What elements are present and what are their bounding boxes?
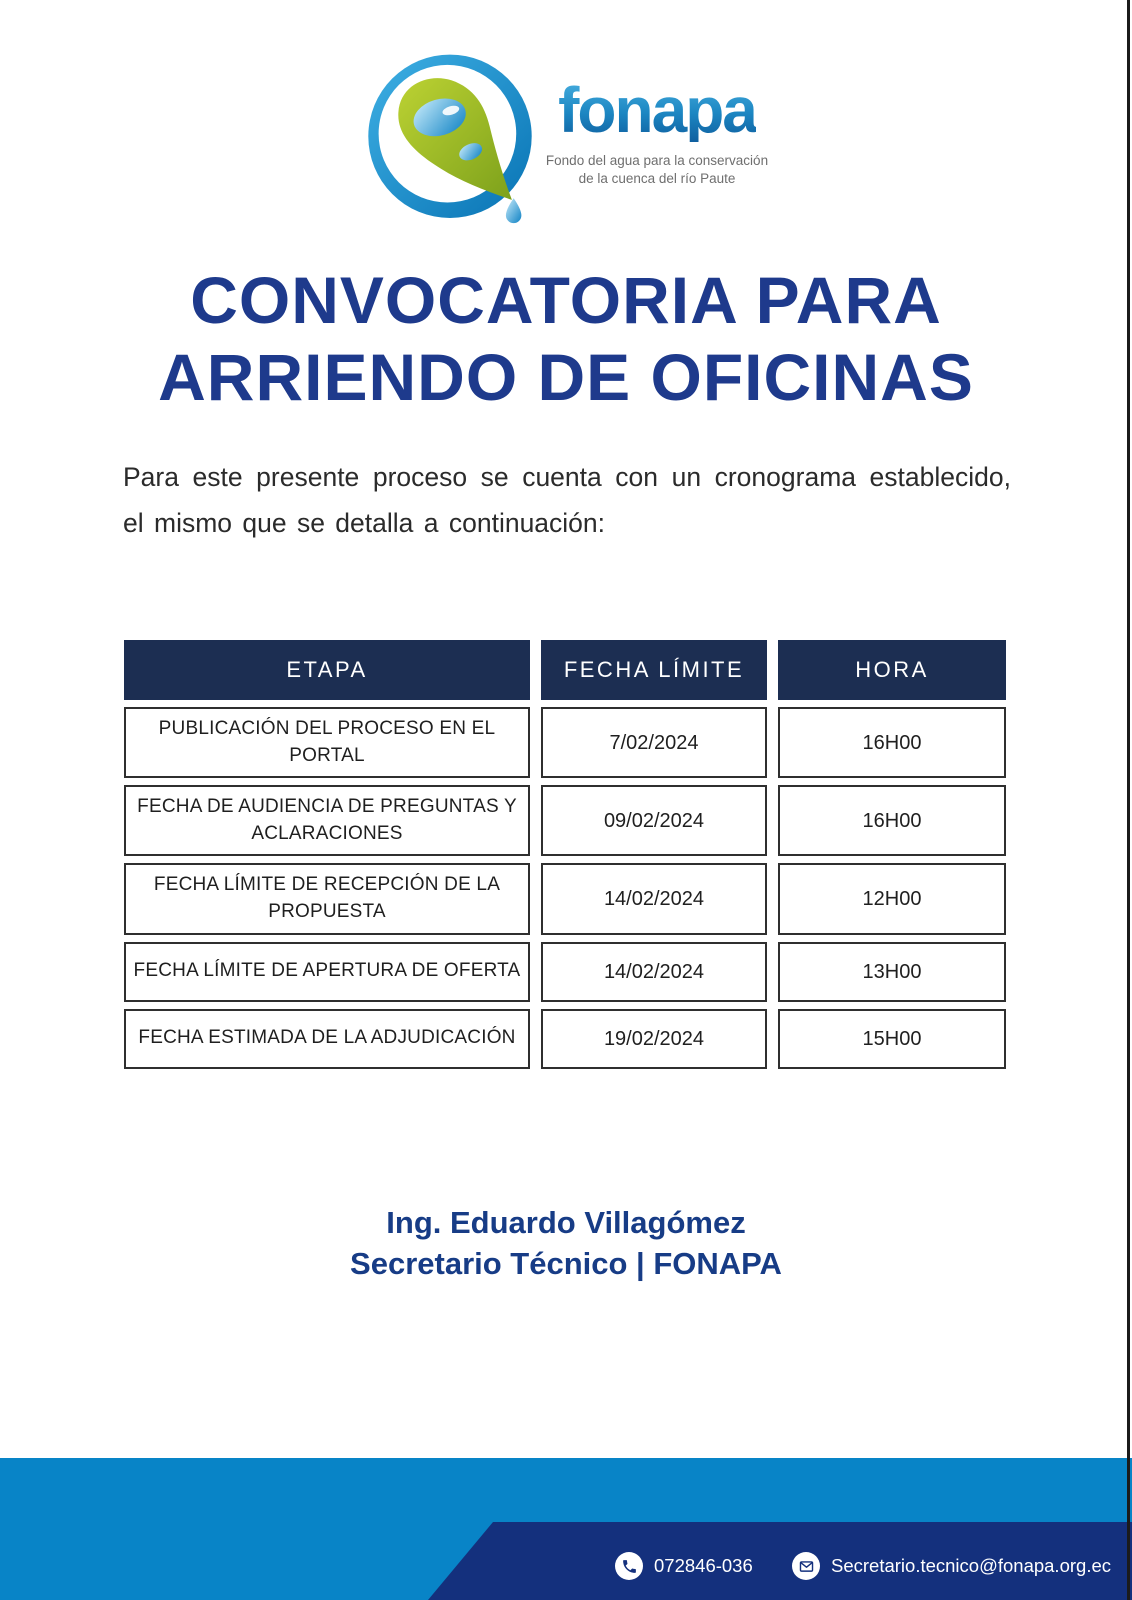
footer-email-address: Secretario.tecnico@fonapa.org.ec bbox=[831, 1555, 1111, 1576]
table-row-1-fecha: 7/02/2024 bbox=[541, 707, 767, 778]
column-header-fecha-limite: FECHA LÍMITE bbox=[541, 640, 767, 700]
table-row-2-etapa: FECHA DE AUDIENCIA DE PREGUNTAS Y ACLARACIONES bbox=[124, 785, 530, 856]
page-title-line1: CONVOCATORIA PARA bbox=[190, 263, 942, 337]
fonapa-logo-icon bbox=[364, 52, 536, 224]
table-row-1-etapa: PUBLICACIÓN DEL PROCESO EN EL PORTAL bbox=[124, 707, 530, 778]
table-row-4-etapa: FECHA LÍMITE DE APERTURA DE OFERTA bbox=[124, 942, 530, 1002]
footer-band bbox=[0, 1458, 1132, 1600]
signature-role: Secretario Técnico | FONAPA bbox=[350, 1245, 782, 1281]
footer-email bbox=[792, 1552, 1111, 1580]
brand-tagline bbox=[546, 152, 768, 188]
page-title-line2: ARRIENDO DE OFICINAS bbox=[158, 339, 974, 414]
table-row-5-fecha: 19/02/2024 bbox=[541, 1009, 767, 1069]
table-row-4-fecha: 14/02/2024 bbox=[541, 942, 767, 1002]
phone-icon bbox=[615, 1552, 643, 1580]
table-row-3-hora: 12H00 bbox=[778, 863, 1006, 934]
logo-text-group bbox=[545, 74, 769, 188]
brand-tagline-line1: Fondo del agua para la conservación bbox=[545, 153, 769, 168]
brand-wordmark: fonapa bbox=[558, 74, 756, 146]
page-title bbox=[0, 262, 1132, 415]
table-row-4-hora: 13H00 bbox=[778, 942, 1006, 1002]
page-edge-line bbox=[1127, 0, 1130, 1600]
fonapa-logo bbox=[0, 52, 1132, 224]
table-row-5-etapa: FECHA ESTIMADA DE LA ADJUDICACIÓN bbox=[124, 1009, 530, 1069]
table-row-2-fecha: 09/02/2024 bbox=[541, 785, 767, 856]
column-header-hora: HORA bbox=[778, 640, 1006, 700]
intro-paragraph: Para este presente proceso se cuenta con un cronograma establecido, el mismo que se detalla a continuación: bbox=[123, 462, 1011, 538]
footer-phone-number: 072846-036 bbox=[654, 1555, 753, 1576]
mail-icon bbox=[792, 1552, 820, 1580]
table-row-1-hora: 16H00 bbox=[778, 707, 1006, 778]
table-row-3-etapa: FECHA LÍMITE DE RECEPCIÓN DE LA PROPUESTA bbox=[124, 863, 530, 934]
footer-phone bbox=[615, 1552, 753, 1580]
column-header-etapa: ETAPA bbox=[124, 640, 530, 700]
signature-block bbox=[0, 1203, 1132, 1285]
table-row-2-hora: 16H00 bbox=[778, 785, 1006, 856]
table-row-3-fecha: 14/02/2024 bbox=[541, 863, 767, 934]
schedule-table bbox=[124, 640, 1006, 1069]
brand-tagline-line2: de la cuenca del río Paute bbox=[578, 171, 736, 187]
table-row-5-hora: 15H00 bbox=[778, 1009, 1006, 1069]
signature-name: Ing. Eduardo Villagómez bbox=[386, 1205, 746, 1240]
